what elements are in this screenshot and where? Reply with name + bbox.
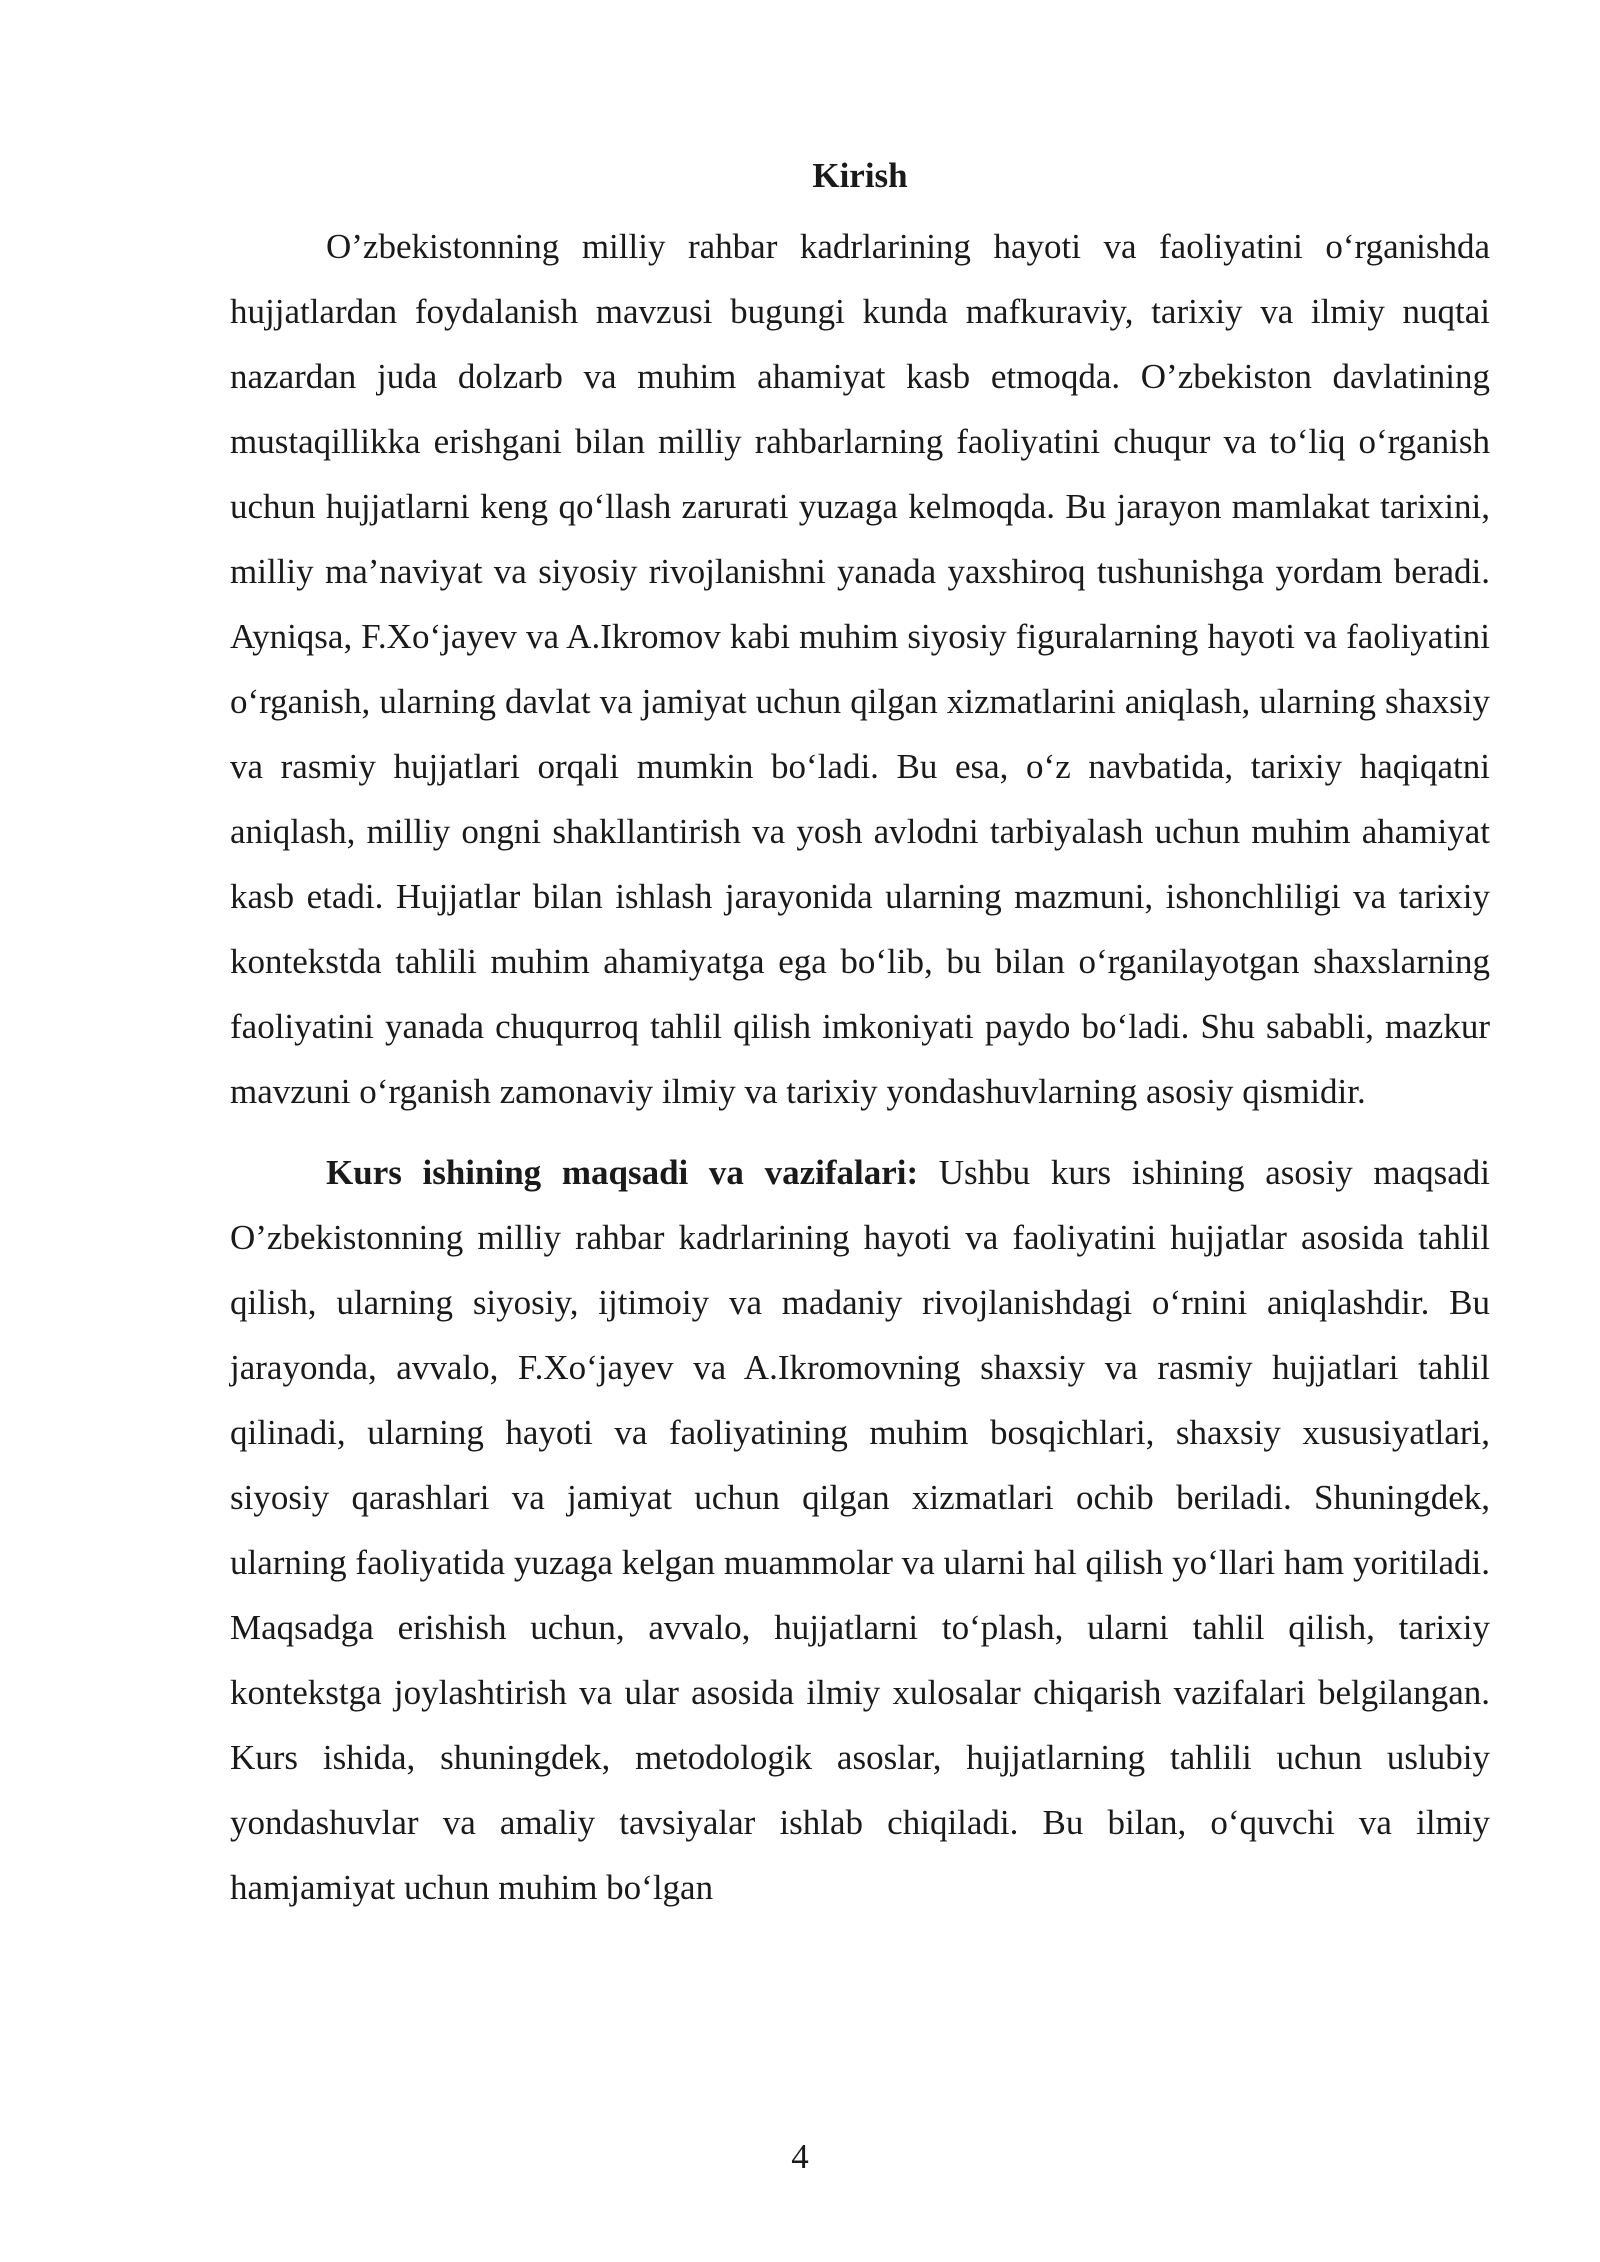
- intro-paragraph: O’zbekistonning milliy rahbar kadrlarining hayoti va faoliyatini o‘rganishda hujjatlardan foydalanish mavzusi bugungi kunda mafkuraviy, tarixiy va ilmiy nuqtai nazardan juda dolzarb va muhim ahamiyat kasb etmoqda. O’zbekiston davlatining mustaqillikka erishgani bilan milliy rahbarlarning faoliyatini chuqur va to‘liq o‘rganish uchun hujjatlarni keng qo‘llash zarurati yuzaga kelmoqda. Bu jarayon mamlakat tarixini, milliy ma’naviyat va siyosiy rivojlanishni yanada yaxshiroq tushunishga yordam beradi. Ayniqsa, F.Xo‘jayev va A.Ikromov kabi muhim siyosiy figuralarning hayoti va faoliyatini o‘rganish, ularning davlat va jamiyat uchun qilgan xizmatlarini aniqlash, ularning shaxsiy va rasmiy hujjatlari orqali mumkin bo‘ladi. Bu esa, o‘z navbatida, tarixiy haqiqatni aniqlash, milliy ongni shakllantirish va yosh avlodni tarbiyalash uchun muhim ahamiyat kasb etadi. Hujjatlar bilan ishlash jarayonida ularning mazmuni, ishonchliligi va tarixiy kontekstda tahlili muhim ahamiyatga ega bo‘lib, bu bilan o‘rganilayotgan shaxslarning faoliyatini yanada chuqurroq tahlil qilish imkoniyati paydo bo‘ladi. Shu sababli, mazkur mavzuni o‘rganish zamonaviy ilmiy va tarixiy yondashuvlarning asosiy qismidir.: [230, 227, 1490, 1111]
- goals-lead-heading: Kurs ishining maqsadi va vazifalari:: [326, 1153, 919, 1192]
- goals-paragraph: [230, 1140, 1490, 1920]
- section-title: Kirish: [812, 156, 908, 195]
- page-content: [230, 150, 1490, 1920]
- goals-paragraph-body: Ushbu kurs ishining asosiy maqsadi O’zbekistonning milliy rahbar kadrlarining hayoti va faoliyatini hujjatlar asosida tahlil qilish, ularning siyosiy, ijtimoiy va madaniy rivojlanishdagi o‘rnini aniqlashdir. Bu jarayonda, avvalo, F.Xo‘jayev va A.Ikromovning shaxsiy va rasmiy hujjatlari tahlil qilinadi, ularning hayoti va faoliyatining muhim bosqichlari, shaxsiy xususiyatlari, siyosiy qarashlari va jamiyat uchun qilgan xizmatlari ochib beriladi. Shuningdek, ularning faoliyatida yuzaga kelgan muammolar va ularni hal qilish yo‘llari ham yoritiladi. Maqsadga erishish uchun, avvalo, hujjatlarni to‘plash, ularni tahlil qilish, tarixiy kontekstga joylashtirish va ular asosida ilmiy xulosalar chiqarish vazifalari belgilangan. Kurs ishida, shuningdek, metodologik asoslar, hujjatlarning tahlili uchun uslubiy yondashuvlar va amaliy tavsiyalar ishlab chiqiladi. Bu bilan, o‘quvchi va ilmiy hamjamiyat uchun muhim bo‘lgan: [230, 1153, 1490, 1907]
- page-number: 4: [791, 2137, 809, 2176]
